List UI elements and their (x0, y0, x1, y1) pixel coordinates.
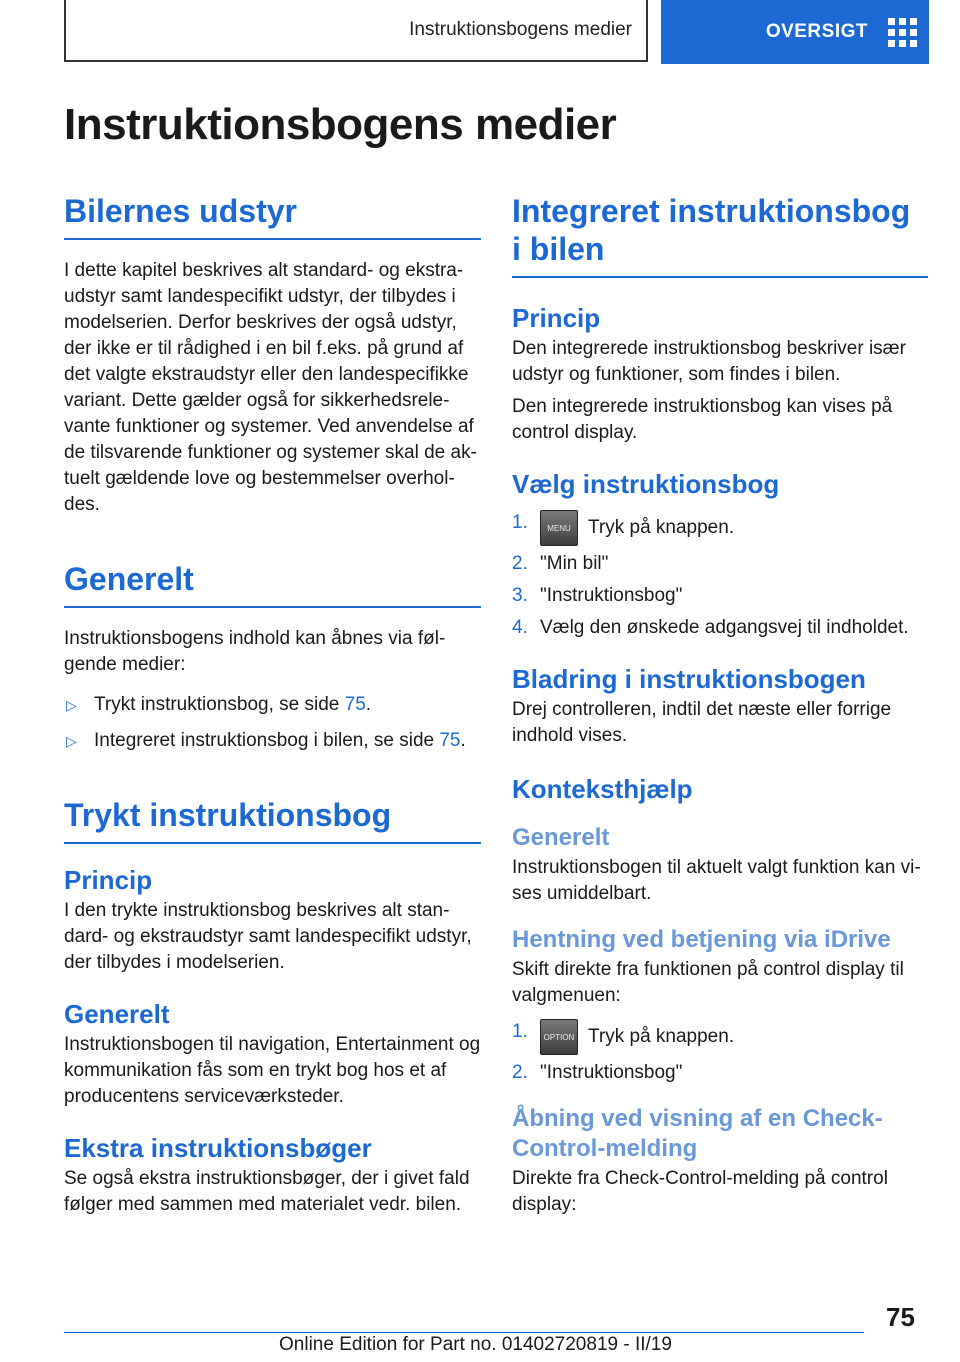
list-item (64, 692, 481, 718)
page-number: 75 (886, 1302, 915, 1332)
step-item (512, 1019, 928, 1055)
step-text: Tryk på knappen. (588, 517, 735, 539)
step-number: 2. (512, 1062, 528, 1083)
page-title: Instruktionsbogens medier (64, 100, 617, 149)
option-button-icon[interactable]: OPTION (540, 1019, 578, 1055)
step-text: "Instruktionsbog" (540, 1062, 683, 1083)
heading-integreret: Integreret instruktionsbog i bilen (512, 192, 928, 278)
step-text: "Instruktionsbog" (540, 585, 683, 606)
page-link[interactable]: 75 (344, 694, 366, 715)
heading-generelt: Generelt (64, 560, 481, 608)
grid-menu-icon (888, 18, 917, 47)
subheading-kontekst: Konteksthjælp (512, 774, 693, 804)
step-item (512, 510, 928, 546)
step-item (512, 583, 928, 609)
footer-divider (64, 1332, 864, 1333)
left-column (64, 192, 481, 1218)
media-list (64, 692, 481, 754)
step-number: 3. (512, 585, 528, 606)
heading-bilernes-udstyr: Bilernes udstyr (64, 192, 481, 240)
hentning-steps (512, 1019, 928, 1086)
paragraph-generelt-kontekst: Instruktionsbogen til aktuelt valgt funktion kan vises umiddelbart. (512, 857, 921, 904)
step-number: 2. (512, 553, 528, 574)
paragraph-princip-1: Den integrerede instruktionsbog beskriver især udstyr og funktioner, som findes i bilen. (512, 338, 906, 385)
triangle-bullet-icon: ▷ (66, 733, 77, 749)
step-item (512, 551, 928, 577)
period: . (460, 730, 466, 751)
step-text: "Min bil" (540, 553, 609, 574)
overview-label: OVERSIGT (765, 21, 868, 42)
subheading-ekstra: Ekstra instruktionsbøger (64, 1133, 372, 1163)
section-tab[interactable] (64, 0, 648, 62)
paragraph-aabning: Direkte fra Check-Control-melding på control display: (512, 1168, 888, 1215)
paragraph-hentning: Skift direkte fra funktionen på control display til valgmenuen: (512, 959, 904, 1006)
step-text: Tryk på knappen. (588, 1026, 735, 1048)
subheading-aabning: Åbning ved visning af en Check-Control-melding (512, 1105, 883, 1162)
step-number: 1. (512, 1021, 528, 1042)
subheading-generelt-kontekst: Generelt (512, 824, 610, 851)
step-number: 4. (512, 617, 528, 638)
step-text: Vælg den ønskede adgangsvej til indholdet. (540, 617, 909, 638)
edition-footer: Online Edition for Part no. 01402720819 - II/19 (279, 1334, 672, 1355)
subheading-princip: Princip (64, 865, 153, 895)
vaelg-steps (512, 510, 928, 641)
right-column (512, 192, 928, 1218)
subheading-princip: Princip (512, 303, 601, 333)
paragraph-generelt: Instruktionsbogens indhold kan åbnes via følgende medier: (64, 628, 446, 675)
overview-button[interactable] (661, 0, 929, 64)
subheading-generelt: Generelt (64, 999, 170, 1029)
subheading-hentning: Hentning ved betjening via iDrive (512, 926, 891, 953)
page-link[interactable]: 75 (439, 730, 461, 751)
paragraph-princip-2: Den integrerede instruktionsbog kan vises på control display. (512, 396, 893, 443)
paragraph-ekstra: Se også ekstra instruktionsbøger, der i givet fald følger med sammen med materialet vedr. bilen. (64, 1168, 470, 1215)
step-item (512, 615, 928, 641)
step-number: 1. (512, 512, 528, 533)
paragraph-bladring: Drej controlleren, indtil det næste eller forrige indhold vises. (512, 699, 892, 746)
period: . (365, 694, 372, 715)
section-tab-label: Instruktionsbogens medier (409, 19, 632, 40)
top-navigation (64, 0, 929, 64)
list-item-text: Trykt instruktionsbog, se side (94, 694, 345, 715)
paragraph-princip: I den trykte instruktionsbog beskrives alt standard- og ekstraudstyr samt landespecifikt udstyr, der tilbydes i modelserien. (64, 900, 472, 973)
menu-button-icon[interactable]: MENU (540, 510, 578, 546)
paragraph-generelt-trykt: Instruktionsbogen til navigation, Entertainment og kommunikation fås som en trykt bog hos et af producentens serviceværksteder. (64, 1034, 481, 1107)
triangle-bullet-icon: ▷ (66, 697, 77, 713)
list-item-text: Integreret instruktionsbog i bilen, se side (94, 730, 440, 751)
list-item (64, 728, 481, 754)
paragraph-bilernes-udstyr: I dette kapitel beskrives alt standard- og ekstraudstyr samt landespecifikt udstyr, der tilbydes i modelserien. Derfor beskrives der også udstyr, der ikke er til rådighed i en bil f.eks. på grund af det valgte ekstraudstyr eller den landespecifikke variant. Dette gælder også for sikkerhedsrelevante funktioner og systemer. Ved anvendelse af de tilsvarende funktioner og systemer skal de aktuelt gældende love og bestemmelser overholdes. (64, 260, 477, 515)
subheading-bladring: Bladring i instruktionsbogen (512, 664, 866, 694)
heading-trykt-instruktionsbog: Trykt instruktionsbog (64, 796, 481, 844)
subheading-vaelg: Vælg instruktionsbog (512, 469, 780, 499)
step-item (512, 1060, 928, 1086)
